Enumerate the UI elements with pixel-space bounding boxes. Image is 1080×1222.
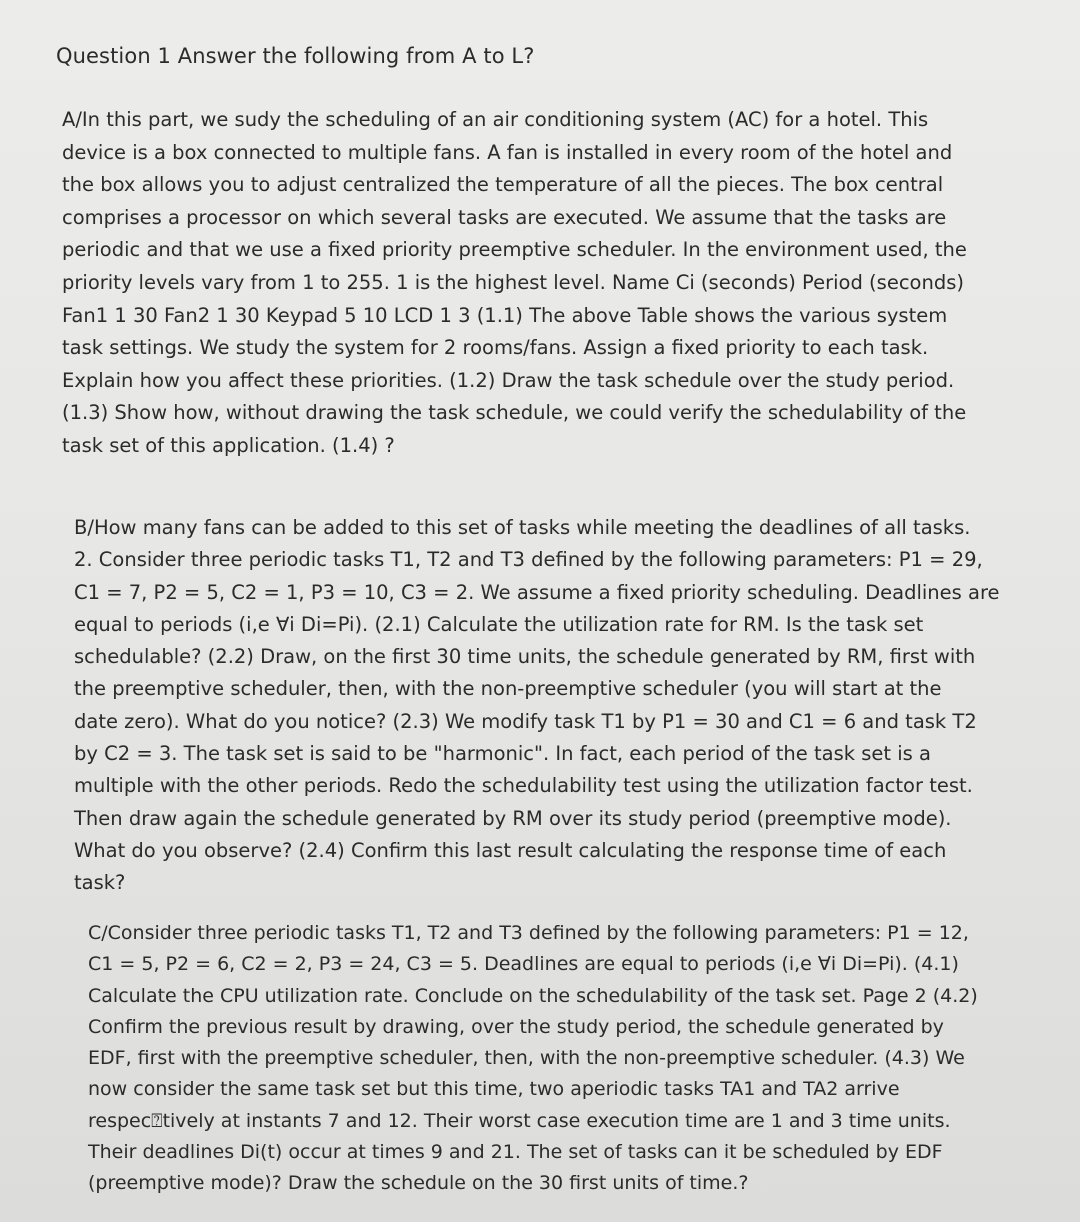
- text-line: now consider the same task set but this time, two aperiodic tasks TA1 and TA2 arrive: [88, 1078, 900, 1101]
- question-title: Question 1 Answer the following from A to L?: [56, 44, 535, 68]
- text-line: Then draw again the schedule generated by RM over its study period (preemptive mode).: [74, 806, 952, 830]
- text-line: C1 = 7, P2 = 5, C2 = 1, P3 = 10, C3 = 2. We assume a fixed priority scheduling. Deadlines are: [74, 580, 1000, 604]
- text-line: by C2 = 3. The task set is said to be "harmonic". In fact, each period of the task set is a: [74, 742, 931, 766]
- text-line: the box allows you to adjust centralized the temperature of all the pieces. The box central: [62, 173, 944, 197]
- text-line: Calculate the CPU utilization rate. Conclude on the schedulability of the task set. Page 2 (4.2): [88, 984, 978, 1007]
- text-line: the preemptive scheduler, then, with the non-preemptive scheduler (you will start at the: [74, 677, 942, 701]
- text-line: task set of this application. (1.4) ?: [62, 433, 395, 457]
- text-line: What do you observe? (2.4) Confirm this last result calculating the response time of each: [74, 838, 947, 862]
- text-line: 2. Consider three periodic tasks T1, T2 and T3 defined by the following parameters: P1 = 29,: [74, 548, 983, 572]
- text-line: respec⍰tively at instants 7 and 12. Their worst case execution time are 1 and 3 time units.: [88, 1109, 951, 1132]
- text-line: C/Consider three periodic tasks T1, T2 and T3 defined by the following parameters: P1 = 12,: [88, 922, 969, 944]
- text-line: (1.3) Show how, without drawing the task schedule, we could verify the schedulability of the: [62, 401, 967, 425]
- text-line: equal to periods (i,e ∀i Di=Pi). (2.1) Calculate the utilization rate for RM. Is the task set: [74, 612, 924, 636]
- text-line: Fan1 1 30 Fan2 1 30 Keypad 5 10 LCD 1 3 (1.1) The above Table shows the various system: [62, 303, 948, 327]
- text-line: schedulable? (2.2) Draw, on the first 30 time units, the schedule generated by RM, first with: [74, 645, 976, 669]
- text-line: Confirm the previous result by drawing, over the study period, the schedule generated by: [88, 1015, 944, 1038]
- text-line: task settings. We study the system for 2 rooms/fans. Assign a fixed priority to each task.: [62, 336, 929, 360]
- text-line: Their deadlines Di(t) occur at times 9 and 21. The set of tasks can it be scheduled by EDF: [88, 1141, 943, 1164]
- text-line: B/How many fans can be added to this set of tasks while meeting the deadlines of all tasks.: [74, 516, 971, 539]
- text-line: C1 = 5, P2 = 6, C2 = 2, P3 = 24, C3 = 5. Deadlines are equal to periods (i,e ∀i Di=Pi). (4.1): [88, 953, 959, 976]
- text-line: multiple with the other periods. Redo the schedulability test using the utilization factor test.: [74, 774, 973, 798]
- part-a-paragraph: [62, 104, 1052, 463]
- part-c-paragraph: [88, 918, 1028, 1200]
- text-line: Explain how you affect these priorities. (1.2) Draw the task schedule over the study period.: [62, 368, 955, 392]
- text-line: priority levels vary from 1 to 255. 1 is the highest level. Name Ci (seconds) Period (seconds): [62, 270, 964, 294]
- text-line: periodic and that we use a fixed priority preemptive scheduler. In the environment used, the: [62, 238, 967, 262]
- text-line: A/In this part, we sudy the scheduling of an air conditioning system (AC) for a hotel. This: [62, 108, 929, 131]
- text-line: (preemptive mode)? Draw the schedule on the 30 first units of time.?: [88, 1172, 749, 1195]
- text-line: task?: [74, 871, 126, 895]
- text-line: device is a box connected to multiple fans. A fan is installed in every room of the hotel and: [62, 140, 953, 164]
- text-line: EDF, first with the preemptive scheduler, then, with the non-preemptive scheduler. (4.3) We: [88, 1047, 965, 1070]
- part-b-paragraph: [74, 512, 1044, 900]
- text-line: date zero). What do you notice? (2.3) We modify task T1 by P1 = 30 and C1 = 6 and task T2: [74, 709, 977, 733]
- text-line: comprises a processor on which several tasks are executed. We assume that the tasks are: [62, 205, 947, 229]
